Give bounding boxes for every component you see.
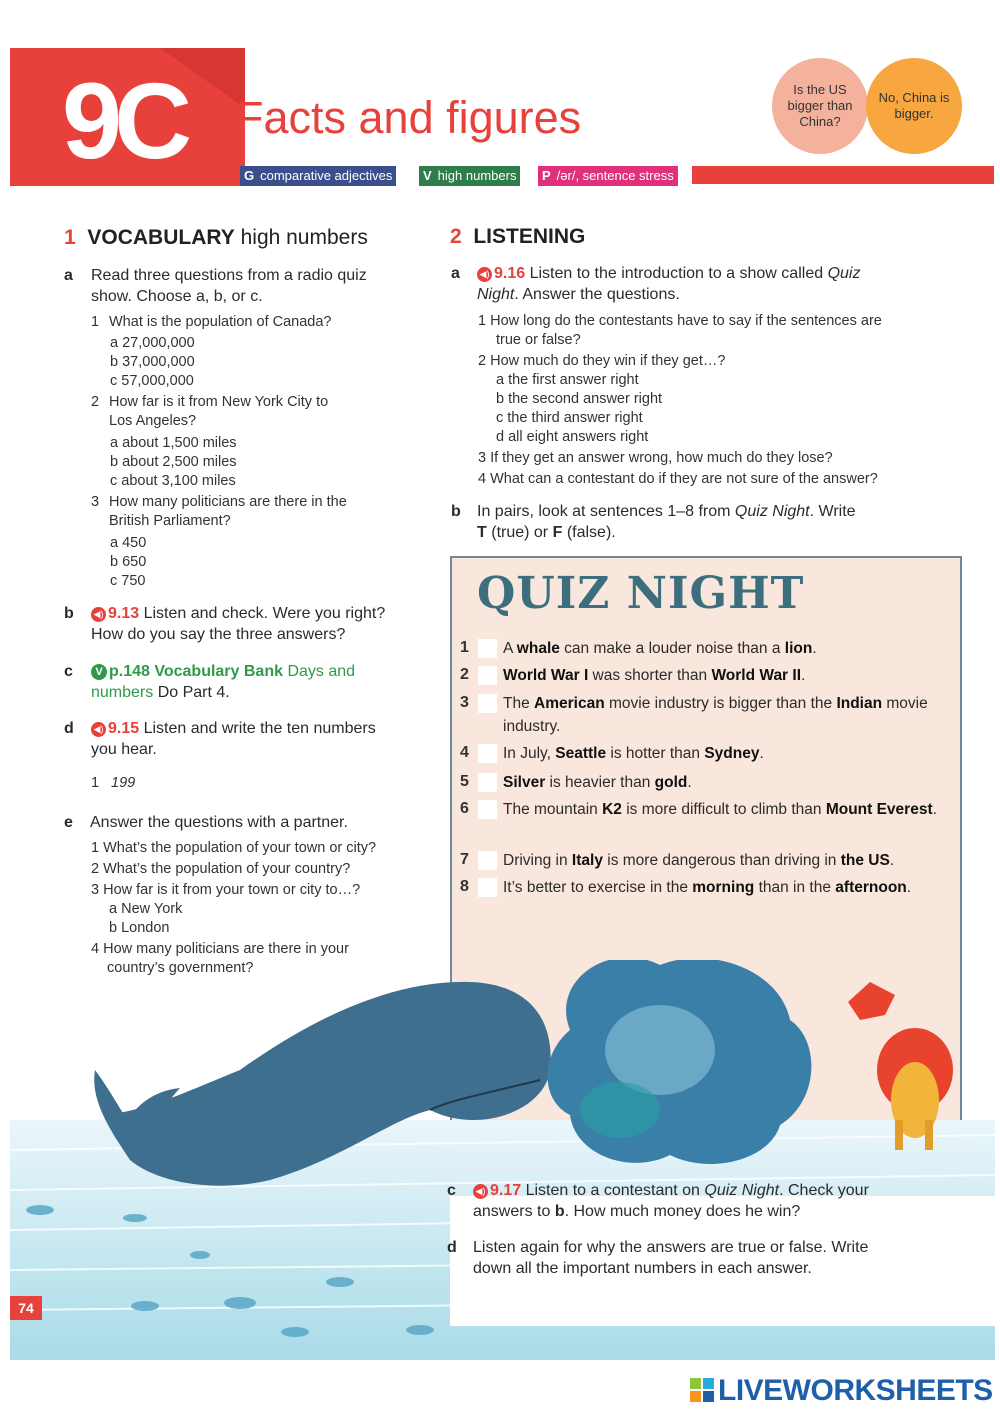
audio-track-915[interactable]: 9.15 [108,720,140,737]
quiz-sentence [503,849,943,872]
quiz-sentence-part: The [503,695,535,712]
quiz-keyword: K2 [602,801,622,818]
exercise-2a-text-2 [477,284,680,305]
unit-number: 9C [62,60,185,181]
header-rule [692,166,994,184]
quiz-sentence-number: 5 [460,773,469,790]
quiz-sentence-number: 8 [460,878,469,895]
liveworksheets-logo-icon [690,1378,716,1404]
question-1-number: 1 [91,314,100,330]
quiz-keyword: Mount Everest [825,801,933,818]
exercise-2a-subitem: c the third answer right [496,410,643,426]
exercise-1d-example: 199 [111,775,136,791]
quiz-keyword: afternoon [835,879,907,896]
exercise-1d-example-number: 1 [91,775,100,791]
audio-track-917[interactable]: 9.17 [490,1182,522,1199]
tag-pronunciation-text: /ər/, sentence stress [556,168,674,183]
section-2-number: 2 [450,225,462,248]
exercise-1b-label: b [64,605,74,622]
quiz-sentence-part: movie industry. [503,695,928,735]
exercise-2a-item: 3 If they get an answer wrong, how much do they lose? [478,450,833,466]
true-word: (true) or [491,524,549,541]
quiz-sentence-part: . [759,745,764,762]
exercise-2a-instruction: Listen to the introduction to a show called [529,265,824,282]
audio-icon[interactable]: ◀) [473,1184,488,1199]
question-3-text-1: How many politicians are there in the [109,494,347,510]
exercise-1e-subitem: b London [109,920,170,936]
exercise-1d-text-1 [91,718,376,739]
vocabulary-bank-icon: V [91,664,107,680]
speech-bubble-answer [866,58,962,154]
answer-box[interactable] [478,639,497,658]
question-1-option-c[interactable]: c 57,000,000 [110,373,194,389]
question-3-option-a[interactable]: a 450 [110,535,147,551]
exercise-1e-item: 3 How far is it from your town or city to…? [91,882,361,898]
answer-box[interactable] [478,851,497,870]
exercise-1e-item: 1 What’s the population of your town or city? [91,840,377,856]
exercise-1b-instruction: Listen and check. Were you right? [143,605,386,622]
audio-track-913[interactable]: 9.13 [108,605,140,622]
answer-box[interactable] [478,694,497,713]
answer-box[interactable] [478,744,497,763]
quiz-keyword: whale [516,640,560,657]
speech-bubble-question [772,58,868,154]
section-1-title: VOCABULARY [87,226,235,249]
quiz-keyword: Italy [571,852,603,869]
exercise-2c-text-1 [473,1180,869,1201]
audio-icon[interactable]: ◀) [91,607,106,622]
tag-vocabulary [419,166,520,186]
quiz-sentence-number: 7 [460,851,469,868]
exercise-2a-label: a [451,265,460,282]
exercise-1e-text: Answer the questions with a partner. [90,814,348,831]
tag-grammar-letter: G [244,168,255,183]
exercise-1d-instruction: Listen and write the ten numbers [143,720,376,737]
exercise-1a-label: a [64,267,73,284]
question-1-option-a[interactable]: a 27,000,000 [110,335,195,351]
exercise-1b-text-2: How do you say the three answers? [91,626,346,643]
section-1-number: 1 [64,226,76,249]
vocabulary-bank-link-rest: Days and [287,663,356,680]
quiz-sentence-part: A [503,640,517,657]
quiz-sentence [503,771,943,794]
question-2-number: 2 [91,394,100,410]
quiz-sentence-part: than in the [754,879,836,896]
quiz-sentence-number: 3 [460,694,469,711]
exercise-2b-instruction: In pairs, look at sentences 1–8 from [477,503,731,520]
question-3-option-c[interactable]: c 750 [110,573,146,589]
quiz-keyword: the US [840,852,890,869]
exercise-1e-item-cont: country’s government? [107,960,254,976]
quiz-sentence-part: . [812,640,817,657]
quiz-sentence-part: movie industry is bigger than the [604,695,837,712]
page-title: Facts and figures [236,92,582,143]
quiz-sentence [503,637,943,660]
answer-box[interactable] [478,666,497,685]
question-2-text-1: How far is it from New York City to [109,394,329,410]
bubble-answer-text: No, China is bigger. [878,90,950,121]
exercise-1d-text-2: you hear. [91,741,157,758]
question-2-option-c[interactable]: c about 3,100 miles [110,473,236,489]
exercise-2a-item: 4 What can a contestant do if they are not sure of the answer? [478,471,878,487]
exercise-2a-instruction-cont: . Answer the questions. [514,286,680,303]
exercise-2a-subitem: b the second answer right [496,391,663,407]
quiz-keyword: Silver [503,774,546,791]
question-1-text: What is the population of Canada? [109,314,332,330]
audio-icon[interactable]: ◀) [477,267,492,282]
quiz-sentence-number: 4 [460,744,469,761]
exercise-1a-text-2: show. Choose a, b, or c. [91,288,263,305]
bubble-question-text: Is the US bigger than China? [787,82,853,129]
quiz-keyword: World War I [503,667,589,684]
section-2-title: LISTENING [473,225,586,248]
exercise-1d-label: d [64,720,74,737]
exercise-1e-item: 2 What’s the population of your country? [91,861,351,877]
exercise-1c-label: c [64,663,73,680]
exercise-2a-item: 1 How long do the contestants have to say if the sentences are [478,313,882,329]
exercise-2a-item: 2 How much do they win if they get…? [478,353,726,369]
question-3-option-b[interactable]: b 650 [110,554,147,570]
tag-pronunciation-letter: P [542,168,551,183]
exercise-2c-question: . How much money does he win? [564,1203,801,1220]
quiz-sentence-part: is more dangerous than driving in [602,852,841,869]
show-name-cont: Night [477,286,515,303]
exercise-2b-show: Quiz Night [734,503,810,520]
quiz-keyword: Seattle [555,745,607,762]
exercise-2c-text-2 [473,1201,800,1222]
quiz-sentence-part: The mountain [503,801,603,818]
question-3-text-2: British Parliament? [109,513,231,529]
quiz-sentence-part: can make a louder noise than a [559,640,785,657]
exercise-2c-answers: answers to [473,1203,551,1220]
quiz-sentence-part: is hotter than [606,745,705,762]
quiz-keyword: morning [692,879,755,896]
quiz-sentence-part: . [906,879,912,896]
exercise-2d-label: d [447,1239,457,1256]
quiz-keyword: lion [784,640,813,657]
quiz-sentence-part: is heavier than [545,774,655,791]
exercise-2a-subitem: d all eight answers right [496,429,649,445]
exercise-2c-show: Quiz Night [704,1182,780,1199]
true-letter: T [477,524,487,541]
exercise-2a-subitem: a the first answer right [496,372,639,388]
vocabulary-bank-topic: numbers [91,684,154,701]
quiz-keyword: gold [654,774,688,791]
exercise-2b-instruction-cont: . Write [809,503,856,520]
quiz-sentence [503,664,943,687]
exercise-1a-text-1: Read three questions from a radio quiz [91,267,367,284]
quiz-sentence-part: In July, [503,745,556,762]
answer-box[interactable] [478,773,497,792]
exercise-2c-instruction: Listen to a contestant on [525,1182,700,1199]
exercise-2d-text-1: Listen again for why the answers are true or false. Write [473,1239,869,1256]
exercise-2a-text-1 [477,263,860,284]
quiz-sentence-number: 2 [460,666,469,683]
exercise-2c-label: c [447,1182,456,1199]
section-1-heading [64,226,368,250]
quiz-sentence-part: Driving in [503,852,572,869]
exercise-2b-label: b [451,503,461,520]
quiz-sentence [503,692,943,738]
exercise-2c-instruction-cont: . Check your [779,1182,869,1199]
liveworksheets-brand: LIVEWORKSHEETS [718,1374,993,1407]
exercise-2c-ref: b [554,1203,565,1220]
tag-vocabulary-letter: V [423,168,432,183]
quiz-keyword: World War II [711,667,802,684]
whale-lion-illustration [10,960,995,1360]
question-3-number: 3 [91,494,100,510]
quiz-sentence-number: 1 [460,639,469,656]
quiz-sentence-part: . [932,801,937,818]
quiz-sentence-part: . [889,852,895,869]
quiz-sentence [503,798,943,821]
section-1-subtitle: high numbers [240,226,368,249]
question-2-option-a[interactable]: a about 1,500 miles [110,435,237,451]
answer-box[interactable] [478,878,497,897]
quiz-sentence-part: . [687,774,692,791]
answer-box[interactable] [478,800,497,819]
audio-icon[interactable]: ◀) [91,722,106,737]
quiz-keyword: American [534,695,605,712]
false-letter: F [552,524,563,541]
exercise-1c-text-1 [91,661,355,682]
exercise-1e-item: 4 How many politicians are there in your [91,941,349,957]
tag-vocabulary-text: high numbers [437,168,517,183]
quiz-sentence-part: . [801,667,806,684]
quiz-sentence-part: It’s better to exercise in the [503,879,693,896]
exercise-1e-label: e [64,814,73,831]
exercise-2b-text-2 [477,522,616,543]
vocabulary-bank-link[interactable]: p.148 Vocabulary Bank [109,663,283,680]
quiz-keyword: Sydney [704,745,760,762]
tag-grammar-text: comparative adjectives [260,168,393,183]
exercise-2d-text-2: down all the important numbers in each answer. [473,1260,812,1277]
quiz-sentence-part: was shorter than [588,667,712,684]
tag-pronunciation [538,166,678,186]
question-1-option-b[interactable]: b 37,000,000 [110,354,195,370]
exercise-2b-text-1 [477,501,856,522]
section-2-heading [450,225,585,249]
quiz-sentence-number: 6 [460,800,469,817]
exercise-1e-subitem: a New York [109,901,183,917]
quiz-keyword: Indian [836,695,883,712]
quiz-sentence-part: is more difficult to climb than [621,801,826,818]
exercise-2a-item-cont: true or false? [496,332,581,348]
tag-grammar [240,166,396,186]
audio-track-916[interactable]: 9.16 [494,265,526,282]
page-number: 74 [10,1296,42,1320]
show-name: Quiz [827,265,861,282]
exercise-1c-text-2 [91,682,230,703]
exercise-1c-instruction: Do Part 4. [157,684,230,701]
quiz-sentence [503,876,943,899]
quiz-night-title: QUIZ NIGHT [477,568,805,619]
quiz-sentence [503,742,943,765]
question-2-option-b[interactable]: b about 2,500 miles [110,454,237,470]
false-word: (false). [566,524,616,541]
exercise-1b-text-1 [91,603,385,624]
question-2-text-2: Los Angeles? [109,413,197,429]
